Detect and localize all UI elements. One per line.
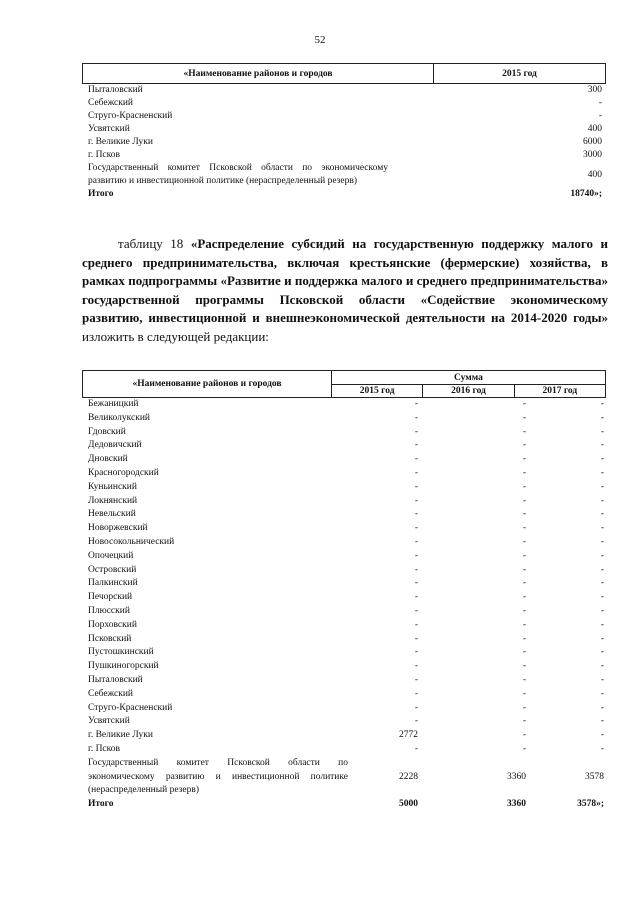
table-row [82, 123, 606, 136]
table-2-body [82, 398, 606, 812]
value-2017: - [600, 619, 604, 630]
district-name: Локнянский [88, 495, 138, 506]
value-2015: - [414, 440, 418, 451]
header-year-2017: 2017 год [542, 386, 578, 396]
district-name: Дновский [88, 454, 128, 465]
table-row [82, 412, 606, 426]
value-2015: - [414, 619, 418, 630]
value-2017: - [600, 743, 604, 754]
table-row [82, 619, 606, 633]
total-value-2015: 5000 [399, 799, 418, 810]
table-row [82, 508, 606, 522]
district-name: Плюсский [88, 605, 130, 616]
district-name: Палкинский [88, 578, 138, 589]
value-2016: - [522, 495, 526, 506]
value-2016: - [522, 605, 526, 616]
value-2016: - [522, 633, 526, 644]
district-name: Новоржевский [88, 523, 148, 534]
value-2015: - [414, 605, 418, 616]
table-row [82, 729, 606, 743]
value-2016: - [522, 674, 526, 685]
district-name: Великолукский [88, 412, 151, 423]
district-value: - [598, 111, 602, 121]
total-value-2016: 3360 [507, 799, 526, 810]
value-2017: - [600, 399, 604, 409]
table-row [82, 591, 606, 605]
value-2015: - [414, 743, 418, 754]
table-2-header-sum-group [332, 371, 605, 397]
value-2017: - [600, 661, 604, 672]
value-2017: - [600, 716, 604, 727]
district-name: Псковский [88, 633, 132, 644]
district-name: Печорский [88, 592, 133, 603]
value-2017: - [600, 426, 604, 437]
district-name: Красногородский [88, 467, 159, 478]
committee-name: Государственный комитет Псковской области по экономическому развитию и инвестиционной политике (нераспределенный резерв) [88, 757, 348, 796]
value-2016: - [522, 661, 526, 672]
value-2015: - [414, 412, 418, 423]
total-label: Итого [88, 189, 114, 199]
district-value: 6000 [583, 137, 602, 147]
value-2015: - [414, 536, 418, 547]
table-row [82, 398, 606, 412]
value-2017: - [600, 550, 604, 561]
table-1-header [82, 63, 606, 84]
value-2015: - [414, 688, 418, 699]
value-2017: - [600, 730, 604, 741]
committee-value-2016: 3360 [507, 771, 526, 782]
value-2016: - [522, 550, 526, 561]
value-2015: - [414, 495, 418, 506]
table-row [82, 633, 606, 647]
value-2017: - [600, 674, 604, 685]
value-2017: - [600, 536, 604, 547]
value-2017: - [600, 605, 604, 616]
district-name: Бежаницкий [88, 399, 139, 409]
value-2017: - [600, 688, 604, 699]
value-2015: - [414, 426, 418, 437]
table-row [82, 702, 606, 716]
paragraph-lead: таблицу 18 [118, 236, 191, 251]
value-2016: - [522, 509, 526, 520]
table-row [82, 688, 606, 702]
value-2015: - [414, 467, 418, 478]
total-value-2017: 3578»; [577, 799, 604, 810]
value-2015: - [414, 592, 418, 603]
district-name: г. Великие Луки [88, 730, 153, 741]
district-name: Струго-Красненский [88, 111, 173, 121]
value-2015: - [414, 399, 418, 409]
table-1-header-year: 2015 год [502, 68, 537, 79]
value-2015: - [414, 633, 418, 644]
value-2016: - [522, 426, 526, 437]
table-2-header-name: «Наименование районов и городов [83, 371, 332, 397]
table-row [82, 674, 606, 688]
value-2016: - [522, 412, 526, 423]
value-2016: - [522, 467, 526, 478]
table-row [82, 550, 606, 564]
district-value: - [598, 98, 602, 108]
table-row [82, 467, 606, 481]
table-row [82, 110, 606, 123]
value-2016: - [522, 743, 526, 754]
committee-row [82, 162, 606, 188]
total-value: 18740»; [570, 189, 602, 199]
table-row [82, 149, 606, 162]
value-2016: - [522, 688, 526, 699]
table-2-header-years [332, 385, 605, 397]
table-1-body [82, 84, 606, 201]
district-name: Опочецкий [88, 550, 134, 561]
value-2016: - [522, 647, 526, 658]
district-name: Усвятский [88, 716, 130, 727]
value-2015: - [414, 661, 418, 672]
value-2017: - [600, 509, 604, 520]
value-2015: - [414, 481, 418, 492]
district-name: Дедовичский [88, 440, 142, 451]
value-2015: - [414, 509, 418, 520]
value-2017: - [600, 412, 604, 423]
value-2015: - [414, 523, 418, 534]
committee-name: Государственный комитет Псковской области по экономическому развитию и инвестиционной политике (нераспределенный резерв) [88, 163, 388, 186]
table-row [82, 453, 606, 467]
paragraph-title: «Распределение субсидий на государственную поддержку малого и среднего предпринимательства, включая крестьянские (фермерские) хозяйства, в рамках подпрограммы «Развитие и поддержка малого и среднего предпринимательства» государственной программы Псковской области «Содействие экономическому развитию, инвестиционной и внешнеэкономической деятельности на 2014-2020 годы» [82, 236, 608, 325]
table-row [82, 536, 606, 550]
committee-value-2015: 2228 [399, 771, 418, 782]
header-year-2016: 2016 год [423, 385, 514, 397]
district-name: Островский [88, 564, 137, 575]
committee-row [82, 757, 606, 798]
value-2015: - [414, 550, 418, 561]
district-name: Куньинский [88, 481, 137, 492]
committee-value-2017: 3578 [585, 771, 604, 782]
value-2015: - [414, 454, 418, 465]
value-2015: - [414, 578, 418, 589]
table-row [82, 605, 606, 619]
value-2015: - [414, 716, 418, 727]
table-2-header-sum: Сумма [332, 371, 605, 385]
table-row [82, 136, 606, 149]
table-row [82, 481, 606, 495]
district-name: г. Псков [88, 150, 121, 160]
value-2015: - [414, 564, 418, 575]
value-2017: - [600, 454, 604, 465]
district-name: Пыталовский [88, 674, 143, 685]
total-row [82, 188, 606, 201]
table-row [82, 577, 606, 591]
value-2015: 2772 [399, 730, 418, 741]
value-2016: - [522, 564, 526, 575]
value-2017: - [600, 702, 604, 713]
table-row [82, 743, 606, 757]
district-name: Невельский [88, 509, 136, 520]
value-2016: - [522, 523, 526, 534]
header-year-2015: 2015 год [332, 385, 423, 397]
value-2016: - [522, 440, 526, 451]
table-1 [82, 63, 606, 201]
table-2 [82, 370, 606, 812]
value-2016: - [522, 454, 526, 465]
total-label: Итого [88, 799, 114, 810]
district-name: г. Псков [88, 743, 121, 754]
table-row [82, 564, 606, 578]
table-row [82, 439, 606, 453]
value-2017: - [600, 495, 604, 506]
value-2017: - [600, 592, 604, 603]
table-row [82, 646, 606, 660]
value-2017: - [600, 467, 604, 478]
amendment-paragraph [82, 235, 608, 346]
value-2016: - [522, 716, 526, 727]
value-2016: - [522, 730, 526, 741]
value-2016: - [522, 619, 526, 630]
total-row [82, 798, 606, 812]
district-name: Пустошкинский [88, 647, 154, 658]
page-number: 52 [314, 34, 326, 46]
district-name: Новосокольнический [88, 536, 175, 547]
value-2015: - [414, 702, 418, 713]
table-row [82, 426, 606, 440]
district-name: Себежский [88, 688, 133, 699]
value-2017: - [600, 440, 604, 451]
value-2016: - [522, 536, 526, 547]
value-2017: - [600, 633, 604, 644]
district-value: 400 [587, 124, 602, 134]
value-2016: - [522, 702, 526, 713]
district-name: Гдовский [88, 426, 126, 437]
table-row [82, 84, 606, 97]
value-2016: - [522, 481, 526, 492]
district-name: Усвятский [88, 124, 130, 134]
table-1-header-name: «Наименование районов и городов [83, 64, 434, 83]
value-2017: - [600, 564, 604, 575]
committee-value: 400 [587, 169, 602, 180]
paragraph-tail: изложить в следующей редакции: [82, 328, 269, 344]
table-2-header [82, 370, 606, 398]
value-2016: - [522, 399, 526, 409]
table-row [82, 495, 606, 509]
district-name: г. Великие Луки [88, 137, 153, 147]
table-row [82, 715, 606, 729]
value-2016: - [522, 578, 526, 589]
district-value: 3000 [583, 150, 602, 160]
table-row [82, 97, 606, 110]
table-row [82, 522, 606, 536]
value-2017: - [600, 578, 604, 589]
value-2017: - [600, 523, 604, 534]
value-2015: - [414, 674, 418, 685]
table-row [82, 660, 606, 674]
value-2015: - [414, 647, 418, 658]
district-name: Себежский [88, 98, 133, 108]
district-name: Порховский [88, 619, 137, 630]
value-2017: - [600, 647, 604, 658]
district-name: Пыталовский [88, 85, 143, 95]
value-2017: - [600, 481, 604, 492]
value-2016: - [522, 592, 526, 603]
district-value: 300 [587, 85, 602, 95]
district-name: Пушкиногорский [88, 661, 159, 672]
district-name: Струго-Красненский [88, 702, 173, 713]
